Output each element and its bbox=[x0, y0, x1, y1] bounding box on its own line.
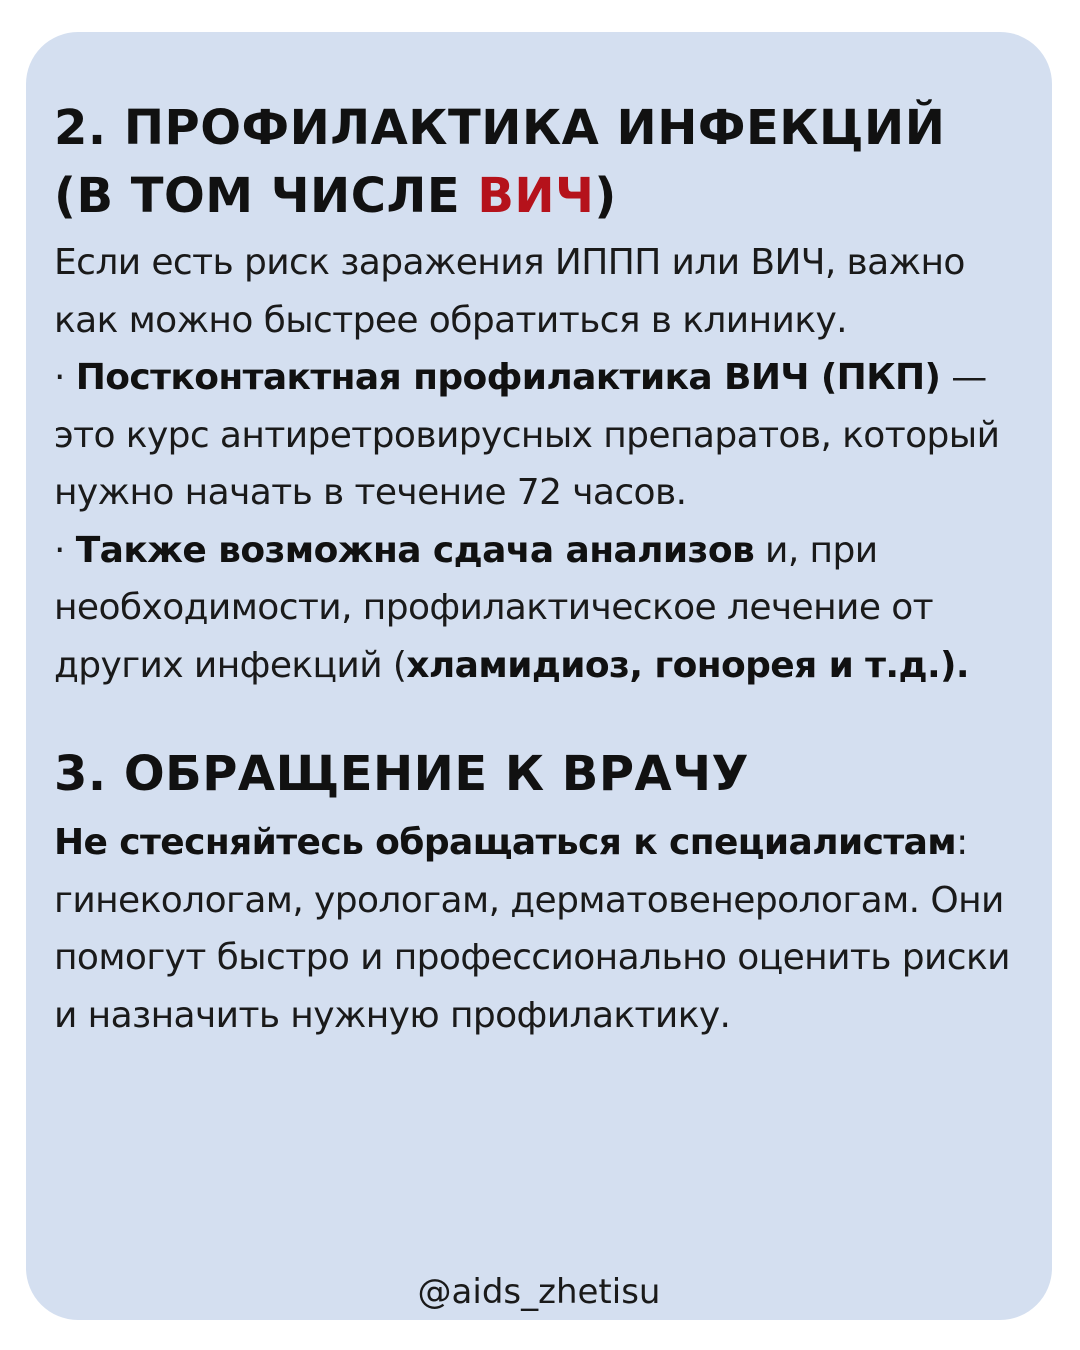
bullet-1-bold: Постконтактная профилактика ВИЧ (ПКП) bbox=[75, 357, 941, 398]
section-1-title bbox=[54, 94, 1024, 230]
section-2-title: 3. ОБРАЩЕНИЕ К ВРАЧУ bbox=[54, 746, 749, 802]
section-1-intro: Если есть риск заражения ИППП или ВИЧ, важно как можно быстрее обратиться в клинику. bbox=[54, 242, 965, 341]
bullet-1-text: — это курс антиретровирусных препаратов, который нужно начать в течение 72 часов. bbox=[54, 357, 1000, 513]
section-2-bold: Не стесняйтесь обращаться к специалистам bbox=[54, 822, 957, 863]
section-1-title-prefix: (В ТОМ ЧИСЛЕ bbox=[54, 168, 478, 224]
bullet-dot-2: · bbox=[54, 529, 76, 571]
section-1-body bbox=[54, 234, 1024, 694]
social-handle: @aids_zhetisu bbox=[417, 1272, 661, 1312]
section-1-title-line1: 2. ПРОФИЛАКТИКА ИНФЕКЦИЙ bbox=[54, 100, 946, 156]
bullet-2-bold: Также возможна сдача анализов bbox=[75, 529, 755, 571]
section-2-body bbox=[54, 814, 1024, 1044]
info-card bbox=[26, 32, 1052, 1320]
bullet-2-bold-end: хламидиоз, гонорея и т.д.). bbox=[406, 644, 969, 686]
section-1-title-suffix: ) bbox=[594, 168, 617, 224]
section-1-title-accent: ВИЧ bbox=[477, 168, 595, 224]
bullet-2-text: и, при необходимости, профилактическое лечение от других инфекций ( bbox=[54, 529, 934, 686]
section-2-text: : гинекологам, урологам, дерматовенерологам. Они помогут быстро и профессионально оценить риски и назначить нужную профилактику. bbox=[54, 822, 1010, 1036]
bullet-dot-1: · bbox=[54, 357, 76, 398]
